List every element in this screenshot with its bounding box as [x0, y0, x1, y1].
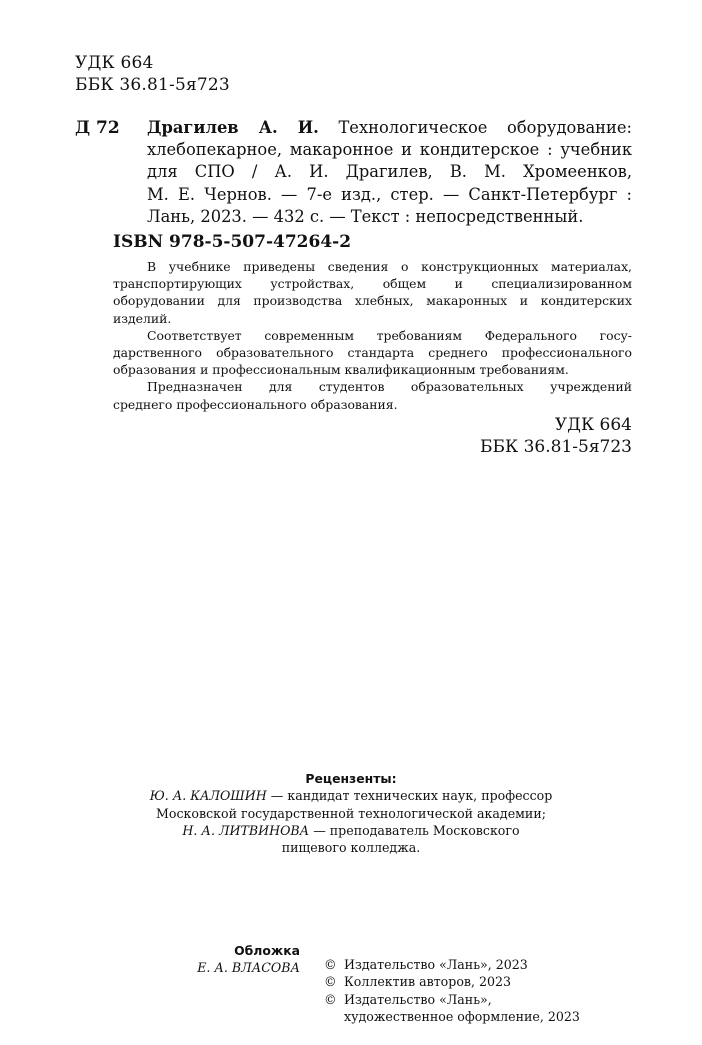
copyright-line [324, 991, 580, 1008]
copyright-text: Издательство «Лань», 2023 [344, 957, 528, 972]
reviewer-2-position: — преподаватель Московского [309, 822, 520, 838]
isbn: ISBN 978-5-507-47264-2 [113, 232, 352, 252]
reviewer-2 [0, 822, 702, 839]
copyright-text: Издательство «Лань», [344, 991, 492, 1007]
copyright-line [324, 973, 580, 990]
annotation-p1-line: оборудовании для производства хлебных, макаронных и кондитерских [113, 293, 632, 309]
copyright-icon: © [324, 991, 337, 1007]
reviewer-1-name: Ю. А. КАЛОШИН [149, 788, 267, 804]
reviewer-2-name: Н. А. ЛИТВИНОВА [182, 822, 310, 838]
annotation-p2-line: образования и профессиональным квалификационным требованиям. [113, 362, 569, 378]
copyright-line [324, 956, 580, 973]
copyright-line-continued: художественное оформление, 2023 [344, 1008, 580, 1024]
copyright-icon: © [324, 974, 337, 990]
copyright-block [324, 956, 580, 1025]
reviewer-1-position: — кандидат технических наук, профессор [266, 788, 553, 804]
cover-designer: Е. А. ВЛАСОВА [197, 960, 300, 976]
annotation-p3-line: Предназначен для студентов образовательных учреждений [147, 379, 632, 395]
entry-author: Драгилев А. И. [147, 118, 319, 137]
annotation-p1-line: изделий. [113, 310, 172, 326]
top-classification-codes [75, 52, 230, 96]
reviewer-2-affiliation: пищевого колледжа. [281, 840, 421, 856]
entry-line-3: для СПО / А. И. Драгилев, В. М. Хромеенков, [147, 162, 632, 182]
udk-code: УДК 664 [75, 53, 154, 73]
bbk-code-bottom: ББК 36.81-5я723 [480, 437, 632, 457]
bbk-code: ББК 36.81-5я723 [75, 75, 230, 95]
reviewers-title: Рецензенты: [305, 771, 397, 786]
udk-code-bottom: УДК 664 [554, 415, 632, 435]
entry-line-4: М. Е. Чернов. — 7-е изд., стер. — Санкт-Петербург : [147, 184, 632, 204]
bottom-classification-codes [480, 414, 632, 458]
entry-line-1 [147, 117, 632, 139]
annotation-p2-line: дарственного образовательного стандарта среднего профессионального [113, 345, 632, 361]
bibliographic-entry [147, 117, 632, 228]
entry-title-start: Технологическое оборудование: [318, 118, 632, 137]
copyright-icon: © [324, 957, 337, 972]
cover-credit [150, 942, 300, 977]
annotation-p3-line: среднего профессионального образования. [113, 396, 398, 412]
annotation-p2-line: Соответствует современным требованиям Федерального госу- [147, 327, 632, 343]
annotation [113, 258, 632, 413]
copyright-text: Коллектив авторов, 2023 [344, 974, 512, 990]
cover-title: Обложка [234, 943, 300, 958]
reviewers-block [0, 770, 702, 856]
reviewer-1 [0, 787, 702, 804]
annotation-p1-line: В учебнике приведены сведения о конструкционных материалах, [147, 259, 632, 274]
reviewer-1-affiliation: Московской государственной технологической академии; [156, 805, 546, 821]
author-sign-code: Д 72 [75, 118, 120, 138]
annotation-p1-line: транспортирующих устройствах, общем и специализированном [113, 276, 632, 292]
entry-line-2: хлебопекарное, макаронное и кондитерское : учебник [147, 140, 632, 160]
entry-line-5: Лань, 2023. — 432 с. — Текст : непосредственный. [147, 206, 584, 226]
